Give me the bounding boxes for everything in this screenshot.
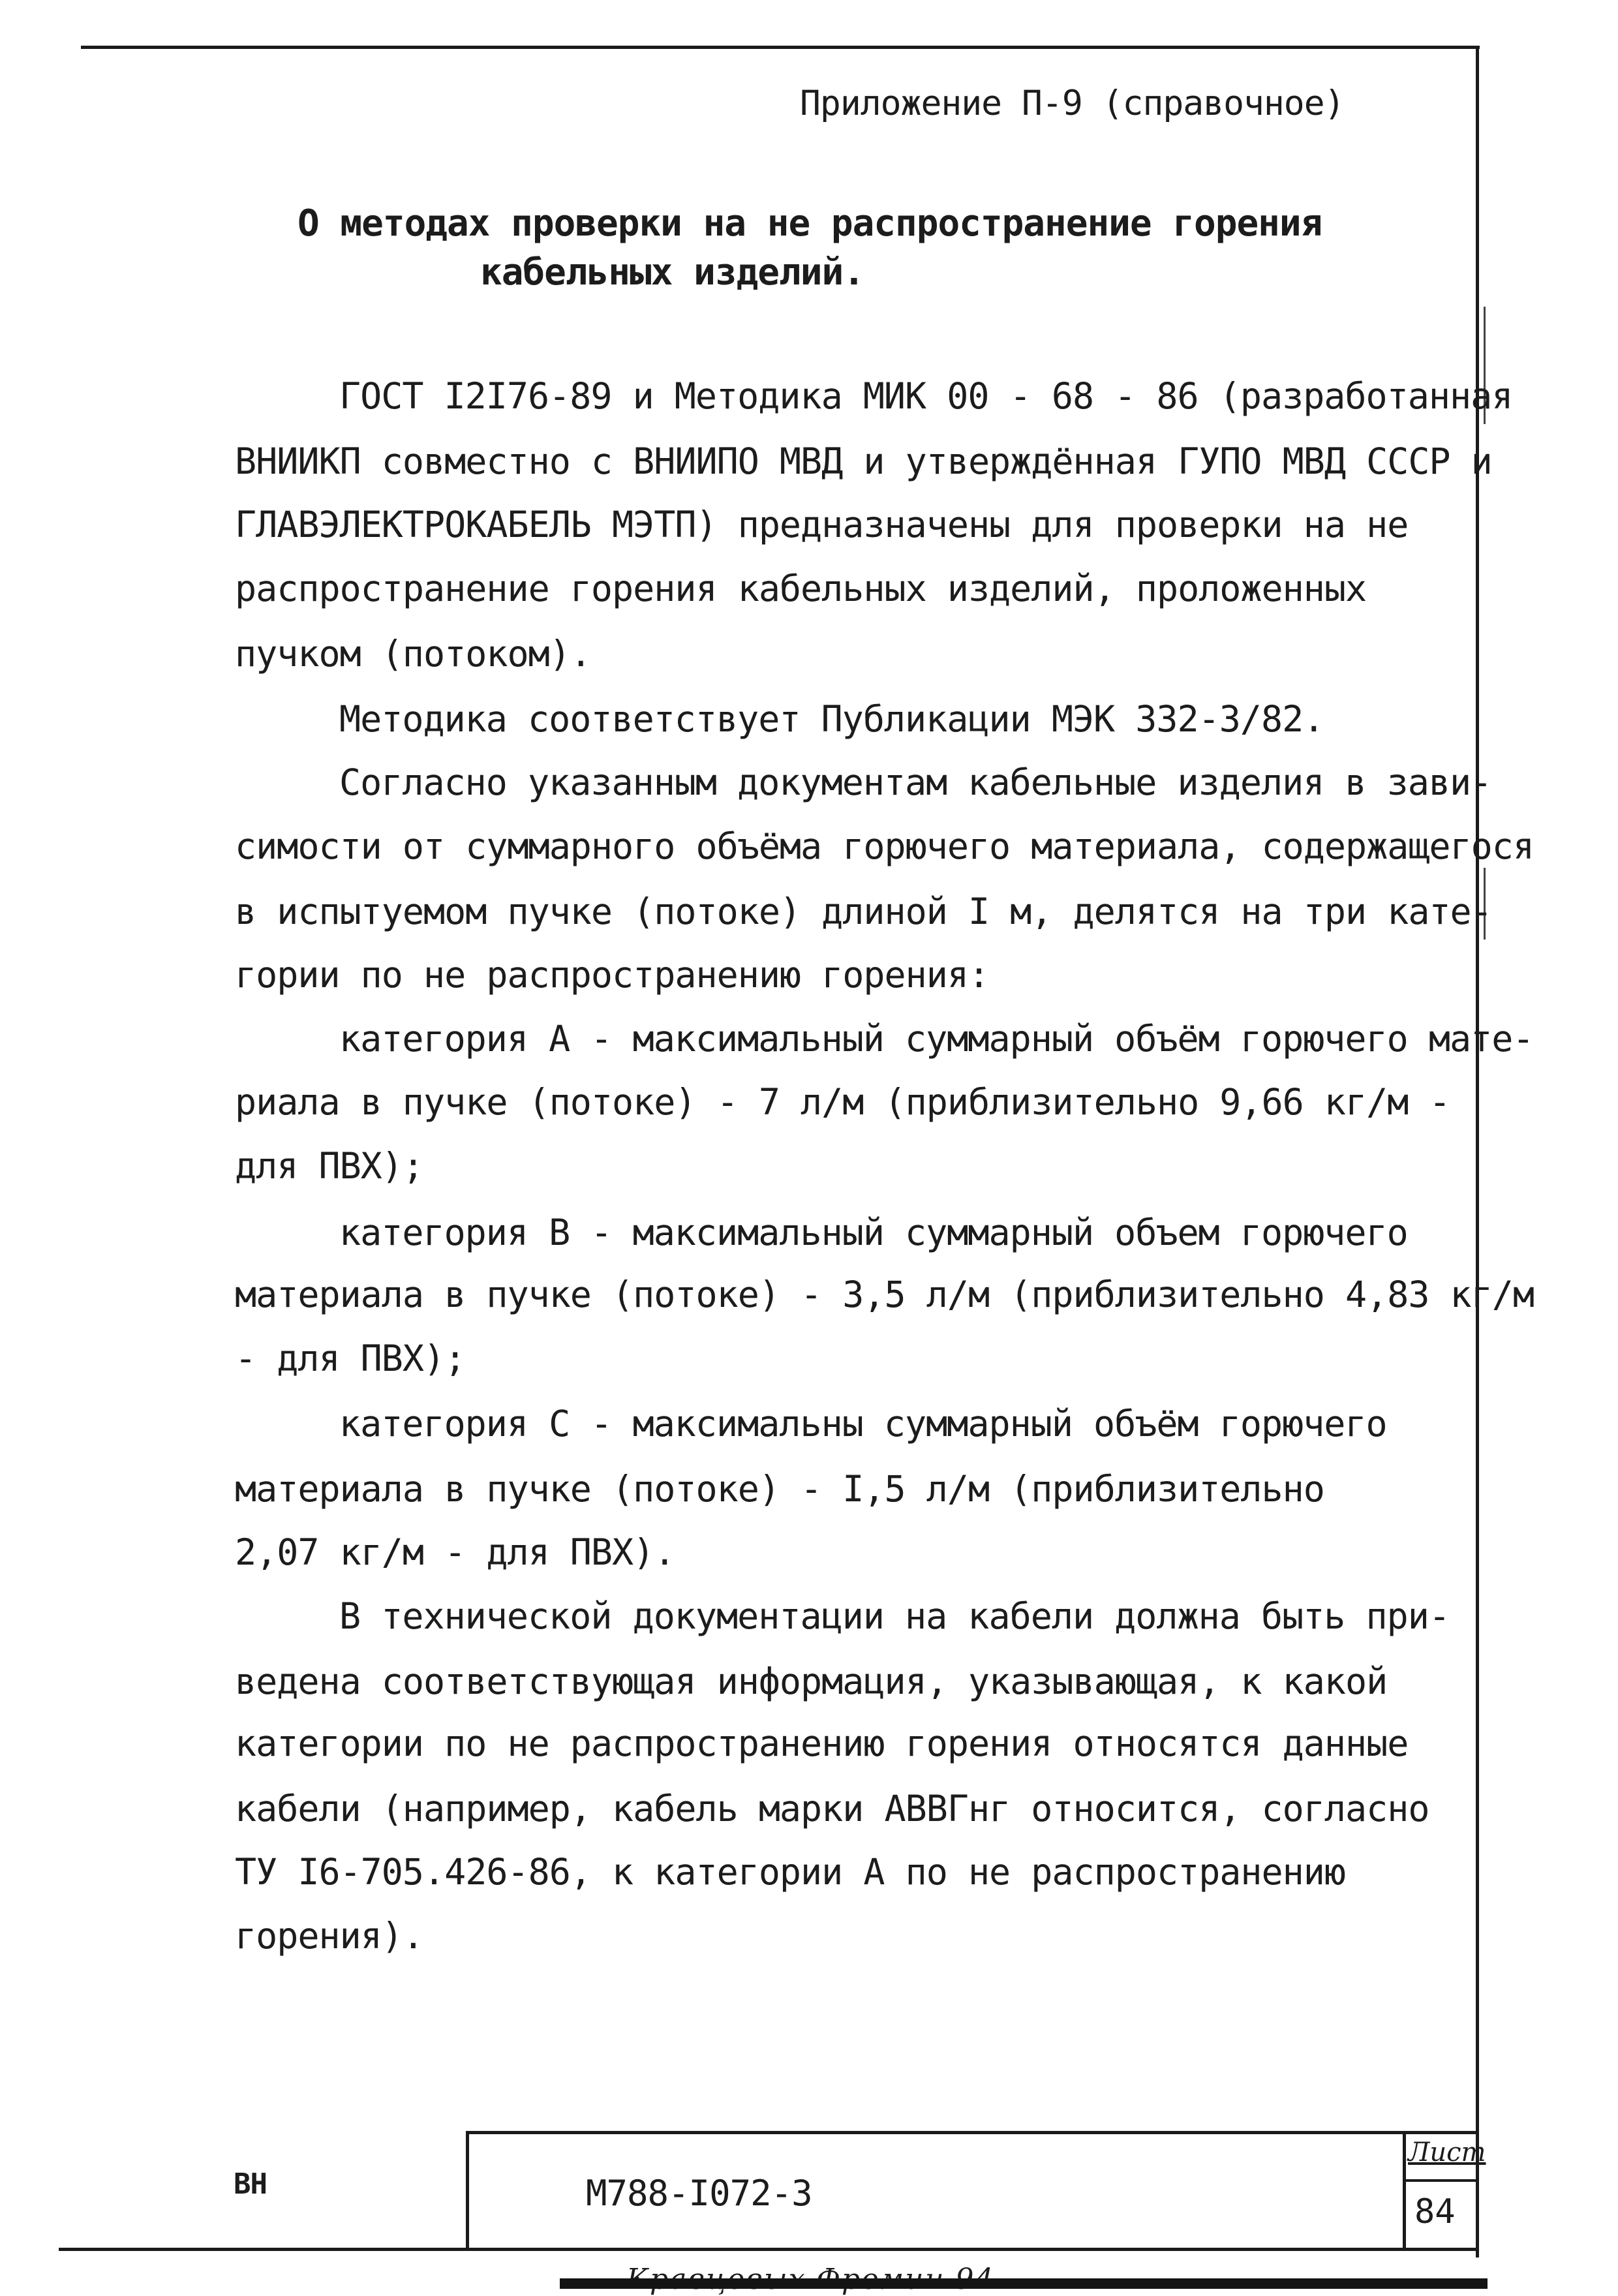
body-line: симости от суммарного объёма горючего материала, содержащегося [235, 825, 1534, 867]
document-title-line-1: О методах проверки на не распространение горения [298, 202, 1322, 245]
body-line: ГОСТ I2I76-89 и Методика МИК 00 - 68 - 86 (разработанная [339, 375, 1513, 417]
body-line: 2,07 кг/м - для ПВХ). [235, 1531, 675, 1573]
sheet-divider [1403, 2179, 1476, 2182]
body-line: Методика соответствует Публикации МЭК 332-3/82. [339, 698, 1324, 740]
sheet-label: Лист [1408, 2137, 1486, 2167]
body-line: риала в пучке (потоке) - 7 л/м (приблизительно 9,66 кг/м - [235, 1081, 1450, 1123]
stamp-left-mark: ВН [234, 2167, 267, 2201]
body-line: Согласно указанным документам кабельные изделия в зави- [339, 761, 1492, 803]
body-line: ТУ I6-705.426-86, к категории А по не распространению [235, 1851, 1345, 1893]
body-line: горения). [235, 1915, 424, 1957]
body-line: в испытуемом пучке (потоке) длиной I м, делятся на три кате- [235, 891, 1492, 932]
body-line: В технической документации на кабели должна быть при- [339, 1595, 1450, 1637]
body-line: распространение горения кабельных изделий, проложенных [235, 568, 1367, 609]
appendix-label: Приложение П-9 (справочное) [800, 84, 1345, 123]
body-line: категория В - максимальный суммарный объем горючего [339, 1212, 1408, 1253]
body-line: категория С - максимальны суммарный объём горючего [339, 1403, 1387, 1445]
body-line: материала в пучке (потоке) - 3,5 л/м (приблизительно 4,83 кг/м [235, 1274, 1534, 1315]
sheet-number: 84 [1414, 2192, 1456, 2231]
frame-top-border [81, 46, 1480, 49]
body-line: - для ПВХ); [235, 1338, 466, 1379]
document-title-line-2: кабельных изделий. [480, 251, 864, 294]
body-line: ведена соответствующая информация, указывающая, к какой [235, 1661, 1388, 1702]
body-line: категория А - максимальный суммарный объём горючего мате- [339, 1018, 1534, 1060]
body-line: ГЛАВЭЛЕКТРОКАБЕЛЬ МЭТП) предназначены для проверки на не [235, 504, 1409, 545]
bottom-strip [560, 2278, 1488, 2289]
document-code: М788-I072-3 [586, 2173, 812, 2214]
body-line: материала в пучке (потоке) - I,5 л/м (приблизительно [235, 1468, 1324, 1510]
body-line: гории по не распространению горения: [235, 954, 990, 996]
body-line: ВНИИКП совместно с ВНИИПО МВД и утверждённая ГУПО МВД СССР и [235, 440, 1492, 482]
body-line: для ПВХ); [235, 1145, 424, 1187]
body-line: пучком (потоком). [235, 633, 591, 675]
body-line: кабели (например, кабель марки АВВГнг относится, согласно [235, 1788, 1429, 1829]
body-line: категории по не распространению горения относятся данные [235, 1722, 1409, 1764]
